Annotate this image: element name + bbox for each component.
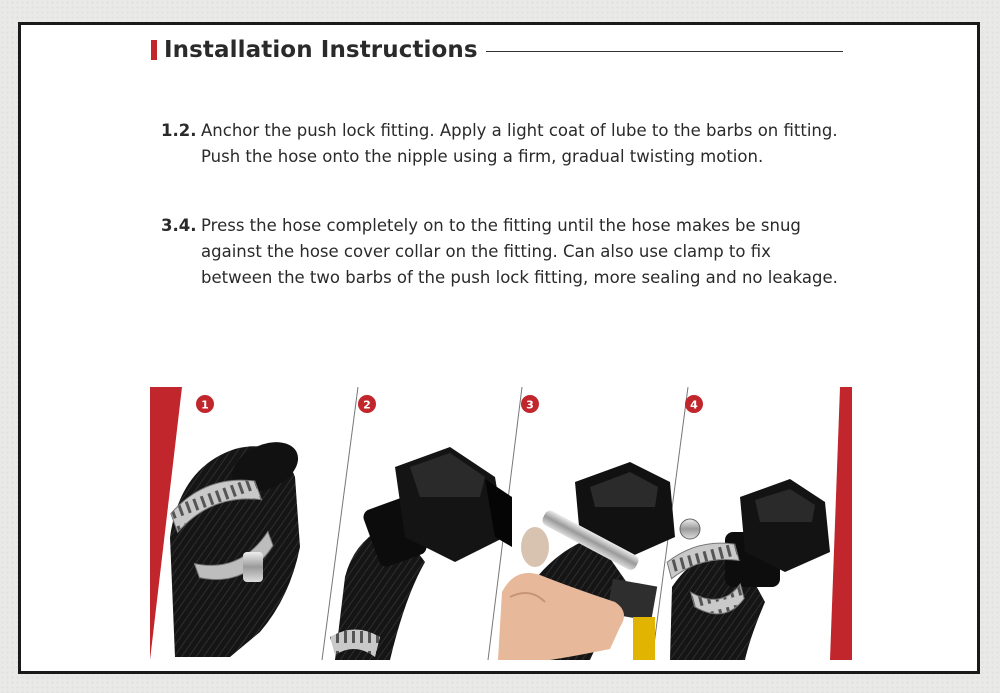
badge-label: 4 [690,398,698,412]
badge-label: 3 [526,398,534,412]
step-item [161,118,861,170]
badge-label: 1 [201,398,209,412]
header-accent-bar [151,40,157,60]
page-title: Installation Instructions [164,37,478,63]
red-accent-right [830,387,852,660]
installation-photo-strip [150,387,852,660]
step-number: 3.4. [161,216,197,235]
panel-3-photo [498,462,675,660]
step-badge [685,395,703,413]
header-divider [486,51,843,52]
step-number: 1.2. [161,121,197,140]
step-badge [521,395,539,413]
content-frame [18,22,980,674]
badge-label: 2 [363,398,371,412]
step-text: Anchor the push lock fitting. Apply a light coat of lube to the barbs on fitting. Push the hose onto the nipple using a firm, gradual twisting motion. [201,121,838,166]
step-item [161,213,861,291]
instruction-steps [161,118,861,334]
section-header [151,35,843,65]
panel-4-photo [665,479,830,660]
step-text: Press the hose completely on to the fitting until the hose makes be snug against the hose cover collar on the fitting. Can also use clamp to fix between the two barbs of the push lock fitting, more sealing and no leakage. [201,216,838,287]
step-badge [196,395,214,413]
panel-2-photo [330,447,512,660]
panel-1-photo [166,432,306,657]
step-badge [358,395,376,413]
